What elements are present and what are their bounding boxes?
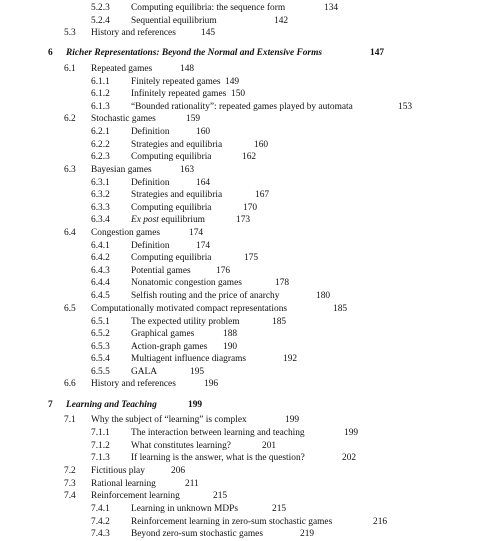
- toc-page-number: 150: [231, 89, 246, 99]
- toc-entry-title: Infinitely repeated games: [131, 89, 227, 99]
- toc-page-number: 134: [324, 3, 339, 13]
- toc-entry-title: GALA: [131, 367, 158, 377]
- toc-entry-title: History and references: [91, 28, 176, 38]
- toc-entry-number: 6.3.2: [91, 190, 110, 200]
- toc-page-number: 219: [300, 529, 315, 539]
- toc-entry-number: 7: [48, 400, 53, 410]
- toc-entry-title: Stochastic games: [91, 114, 156, 124]
- toc-page-number: 153: [398, 102, 413, 112]
- toc-entry-number: 6.3.1: [91, 178, 110, 188]
- toc-entry-number: 7.1.2: [91, 441, 110, 451]
- toc-entry-title: Multiagent influence diagrams: [131, 354, 247, 364]
- toc-entry-number: 6.4.4: [91, 278, 110, 288]
- toc-entry-number: 6.5.1: [91, 317, 110, 327]
- toc-entry-title: Reinforcement learning: [91, 491, 180, 501]
- toc-entry-number: 6.5.3: [91, 342, 110, 352]
- toc-entry-title: What constitutes learning?: [131, 441, 231, 451]
- toc-entry-number: 6.6: [64, 379, 76, 389]
- toc-page-number: 170: [243, 203, 258, 213]
- toc-page-number: 167: [255, 190, 270, 200]
- toc-page-number: 188: [223, 329, 238, 339]
- toc-entry-number: 6.1.3: [91, 102, 110, 112]
- toc-entry-title: “Bounded rationality”: repeated games played by automata: [131, 102, 353, 112]
- toc-entry-number: 7.4: [64, 491, 76, 501]
- toc-entry-number: 5.3: [64, 28, 76, 38]
- toc-entry-number: 7.2: [64, 466, 76, 476]
- toc-entry-title: Fictitious play: [91, 466, 145, 476]
- toc-entry-number: 6.2.2: [91, 140, 110, 150]
- toc-entry-title: Computing equilibria: [131, 203, 212, 213]
- toc-page-number: 196: [204, 379, 219, 389]
- toc-entry-title-italic: Ex post: [131, 215, 159, 225]
- toc-page-number: 162: [242, 152, 257, 162]
- toc-entry-number: 6: [48, 48, 53, 58]
- toc-entry-title: Congestion games: [91, 228, 161, 238]
- toc-page-number: 195: [190, 367, 205, 377]
- toc-page-number: 215: [213, 491, 228, 501]
- toc-entry-number: 6.5.2: [91, 329, 110, 339]
- toc-page-number: 173: [236, 215, 251, 225]
- toc-entry-title: Computationally motivated compact representations: [91, 304, 288, 314]
- toc-page-number: 145: [201, 28, 216, 38]
- toc-entry-number: 6.2: [64, 114, 76, 124]
- toc-entry-title: History and references: [91, 379, 176, 389]
- toc-page-number: 159: [186, 114, 201, 124]
- toc-page-number: 202: [342, 453, 357, 463]
- toc-entry-title: Potential games: [131, 266, 191, 276]
- toc-entry-title: Nonatomic congestion games: [131, 278, 242, 288]
- toc-entry-number: 7.4.1: [91, 504, 110, 514]
- toc-page-number: 216: [373, 517, 388, 527]
- toc-entry-title-rest: equilibrium: [158, 215, 205, 225]
- toc-entry-number: 6.3.3: [91, 203, 110, 213]
- toc-page-number: 180: [316, 291, 331, 301]
- toc-entry-title: Reinforcement learning in zero-sum stochastic games: [131, 517, 333, 527]
- toc-page-number: 164: [196, 178, 211, 188]
- toc-entry-number: 7.3: [64, 479, 76, 489]
- toc-entry-number: 7.1: [64, 415, 76, 425]
- toc-page-number: 201: [262, 441, 277, 451]
- toc-entry-title: If learning is the answer, what is the question?: [131, 453, 305, 463]
- toc-page-number: 199: [188, 400, 203, 410]
- toc-entry-title: Rational learning: [91, 479, 156, 489]
- toc-entry-title: Selfish routing and the price of anarchy: [131, 291, 280, 301]
- toc-page-number: 174: [196, 241, 211, 251]
- toc-page-number: 175: [244, 253, 259, 263]
- toc-entry-number: 6.4.5: [91, 291, 110, 301]
- toc-entry-title: Learning in unknown MDPs: [131, 504, 239, 514]
- toc-page-number: 199: [344, 428, 359, 438]
- toc-entry-number: 6.4: [64, 228, 76, 238]
- toc-entry-number: 6.3.4: [91, 215, 110, 225]
- toc-entry-title: The interaction between learning and teaching: [131, 428, 305, 438]
- toc-page-number: 199: [285, 415, 300, 425]
- toc-entry-title: Strategies and equilibria: [131, 140, 223, 150]
- toc-entry-title: Computing equilibria: [131, 152, 212, 162]
- toc-page-number: 174: [189, 228, 204, 238]
- toc-entry-title: Computing equilibria: [131, 253, 212, 263]
- toc-entry-number: 6.3: [64, 165, 76, 175]
- toc-page-number: 185: [333, 304, 348, 314]
- toc-page-number: 206: [171, 466, 186, 476]
- toc-page-number: 192: [283, 354, 298, 364]
- toc-entry-title: [131, 214, 205, 226]
- toc-page-number: 190: [223, 342, 238, 352]
- toc-page-number: 163: [180, 165, 195, 175]
- toc-entry-number: 6.2.1: [91, 127, 110, 137]
- toc-page-number: 185: [272, 317, 287, 327]
- toc-entry-number: 6.1: [64, 64, 76, 74]
- toc-entry-number: 5.2.4: [91, 16, 110, 26]
- toc-entry-number: 6.4.2: [91, 253, 110, 263]
- toc-entry-title: The expected utility problem: [131, 317, 240, 327]
- toc-page-number: 160: [254, 140, 269, 150]
- toc-entry-title: Action-graph games: [131, 342, 208, 352]
- toc-entry-number: 6.5.5: [91, 367, 110, 377]
- toc-entry-number: 7.4.2: [91, 517, 110, 527]
- toc-entry-title: Sequential equilibrium: [131, 16, 217, 26]
- toc-entry-number: 7.4.3: [91, 529, 110, 539]
- toc-entry-title: Repeated games: [91, 64, 153, 74]
- toc-entry-title: Computing equilibria: the sequence form: [131, 3, 286, 13]
- toc-page-number: 147: [370, 48, 385, 58]
- toc-page-number: 215: [272, 504, 287, 514]
- toc-entry-title: Finitely repeated games: [131, 77, 221, 87]
- toc-page-number: 148: [180, 64, 195, 74]
- toc-entry-number: 6.2.3: [91, 152, 110, 162]
- toc-entry-title: Bayesian games: [91, 165, 152, 175]
- toc-entry-number: 6.4.1: [91, 241, 110, 251]
- toc-page-number: 176: [216, 266, 231, 276]
- toc-entry-title: Definition: [131, 241, 170, 251]
- toc-entry-number: 7.1.3: [91, 453, 110, 463]
- toc-page-number: 142: [274, 16, 289, 26]
- toc-page-number: 211: [185, 479, 199, 489]
- toc-entry-title: Definition: [131, 178, 170, 188]
- toc-entry-number: 7.1.1: [91, 428, 110, 438]
- toc-page-number: 149: [225, 77, 240, 87]
- toc-entry-title: Why the subject of “learning” is complex: [91, 415, 247, 425]
- toc-entry-title: Graphical games: [131, 329, 195, 339]
- toc-entry-title: Learning and Teaching: [66, 400, 157, 410]
- toc-page-number: 160: [196, 127, 211, 137]
- toc-entry-title: Richer Representations: Beyond the Normal and Extensive Forms: [66, 48, 323, 58]
- toc-entry-number: 6.5.4: [91, 354, 110, 364]
- toc-entry-title: Definition: [131, 127, 170, 137]
- toc-entry-number: 5.2.3: [91, 3, 110, 13]
- toc-entry-title: Strategies and equilibria: [131, 190, 223, 200]
- toc-entry-number: 6.4.3: [91, 266, 110, 276]
- toc-entry-number: 6.1.1: [91, 77, 110, 87]
- toc-page-number: 178: [275, 278, 290, 288]
- toc-entry-number: 6.1.2: [91, 89, 110, 99]
- toc-entry-title: Beyond zero-sum stochastic games: [131, 529, 263, 539]
- toc-entry-number: 6.5: [64, 304, 76, 314]
